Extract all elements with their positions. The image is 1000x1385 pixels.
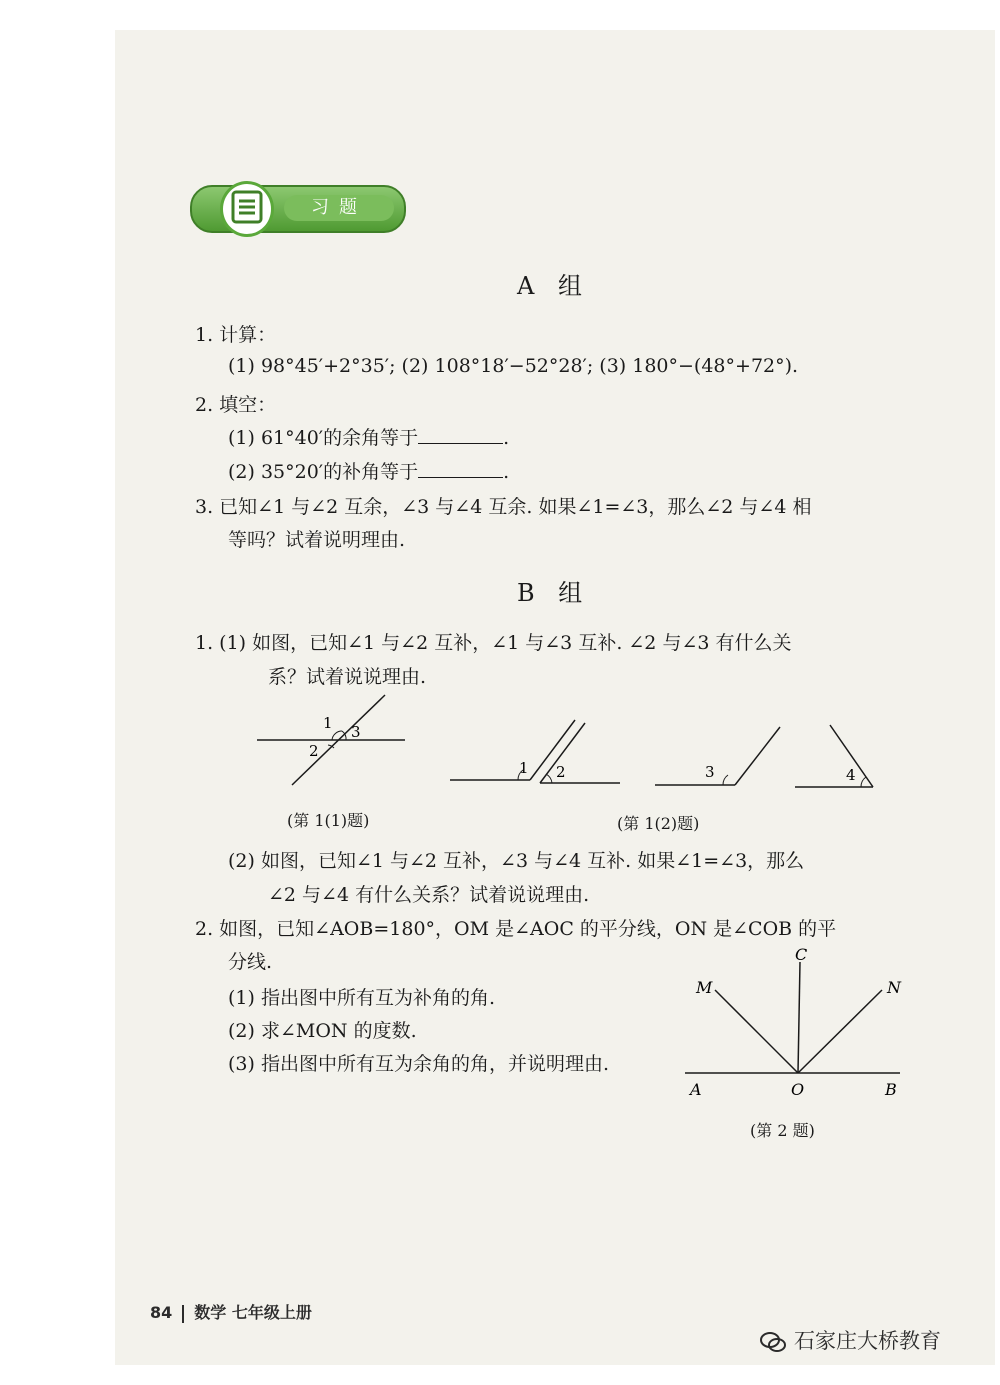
fig2-label-2: 2	[556, 763, 566, 781]
fig1-label-2: 2	[309, 742, 319, 760]
fig-label-B: B	[885, 1080, 897, 1099]
a-q2-part2-text: (2) 35°20′的补角等于	[228, 461, 419, 483]
notepad-icon	[220, 181, 274, 237]
a-q1-line: (1) 98°45′+2°35′; (2) 108°18′−52°28′; (3) 180°−(48°+72°).	[228, 355, 799, 377]
fig3-caption: (第 2 题)	[750, 1121, 815, 1140]
fig1-label-1: 1	[323, 714, 333, 732]
page-number: 84	[150, 1303, 173, 1322]
book-title: 数学 七年级上册	[194, 1303, 312, 1322]
footer-divider	[182, 1305, 184, 1323]
figure-1-1	[250, 690, 420, 790]
a-q2-stem: 2. 填空：	[195, 394, 277, 416]
watermark-text: 石家庄大桥教育	[794, 1329, 941, 1353]
a-q2-part2	[228, 457, 509, 484]
b-q2-line2: 分线.	[228, 951, 273, 973]
answer-blank[interactable]	[418, 459, 503, 478]
answer-blank[interactable]	[418, 425, 503, 444]
fig2-label-4: 4	[846, 766, 856, 784]
page-footer	[150, 1300, 312, 1323]
fig2-label-3: 3	[705, 763, 715, 781]
b-q2-line1: 2. 如图，已知∠AOB=180°，OM 是∠AOC 的平分线，ON 是∠COB 的平	[195, 918, 837, 940]
b-q1-p1-line2: 系？试着说说理由.	[268, 666, 427, 688]
figure-2	[680, 940, 920, 1105]
fig-label-O: O	[791, 1080, 805, 1099]
period: .	[503, 427, 510, 449]
fig-label-A: A	[690, 1080, 702, 1099]
a-q2-part1-text: (1) 61°40′的余角等于	[228, 427, 419, 449]
b-q2-s2: (2) 求∠MON 的度数.	[228, 1020, 417, 1042]
exercise-badge	[190, 185, 406, 233]
group-a-title: A 组	[517, 272, 590, 300]
a-q2-part1	[228, 423, 509, 450]
group-b-title: B 组	[517, 579, 591, 607]
fig-label-C: C	[795, 945, 808, 964]
fig2-label-1: 1	[519, 759, 529, 777]
fig1-caption: (第 1(1)题)	[287, 811, 370, 830]
b-q1-p1-line1: 1. (1) 如图，已知∠1 与∠2 互补，∠1 与∠3 互补. ∠2 与∠3 有什么关	[195, 632, 792, 654]
a-q3-line2: 等吗？试着说明理由.	[228, 529, 406, 551]
fig-label-M: M	[696, 978, 713, 997]
a-q3-line1: 3. 已知∠1 与∠2 互余，∠3 与∠4 互余. 如果∠1=∠3，那么∠2 与∠4 相	[195, 496, 812, 518]
figure-1-2	[445, 715, 885, 795]
fig2-caption: (第 1(2)题)	[617, 814, 700, 833]
period: .	[503, 461, 510, 483]
fig-label-N: N	[887, 978, 901, 997]
wechat-icon	[760, 1331, 786, 1353]
b-q1-p2-line2: ∠2 与∠4 有什么关系？试着说说理由.	[268, 884, 590, 906]
b-q2-s3: (3) 指出图中所有互为余角的角，并说明理由.	[228, 1053, 609, 1075]
b-q1-p2-line1: (2) 如图，已知∠1 与∠2 互补，∠3 与∠4 互补. 如果∠1=∠3，那么	[228, 850, 805, 872]
a-q1-stem: 1. 计算：	[195, 324, 277, 346]
fig1-label-3: 3	[351, 723, 361, 741]
watermark	[760, 1325, 941, 1355]
b-q2-s1: (1) 指出图中所有互为补角的角.	[228, 987, 495, 1009]
badge-label: 习题	[284, 195, 394, 221]
